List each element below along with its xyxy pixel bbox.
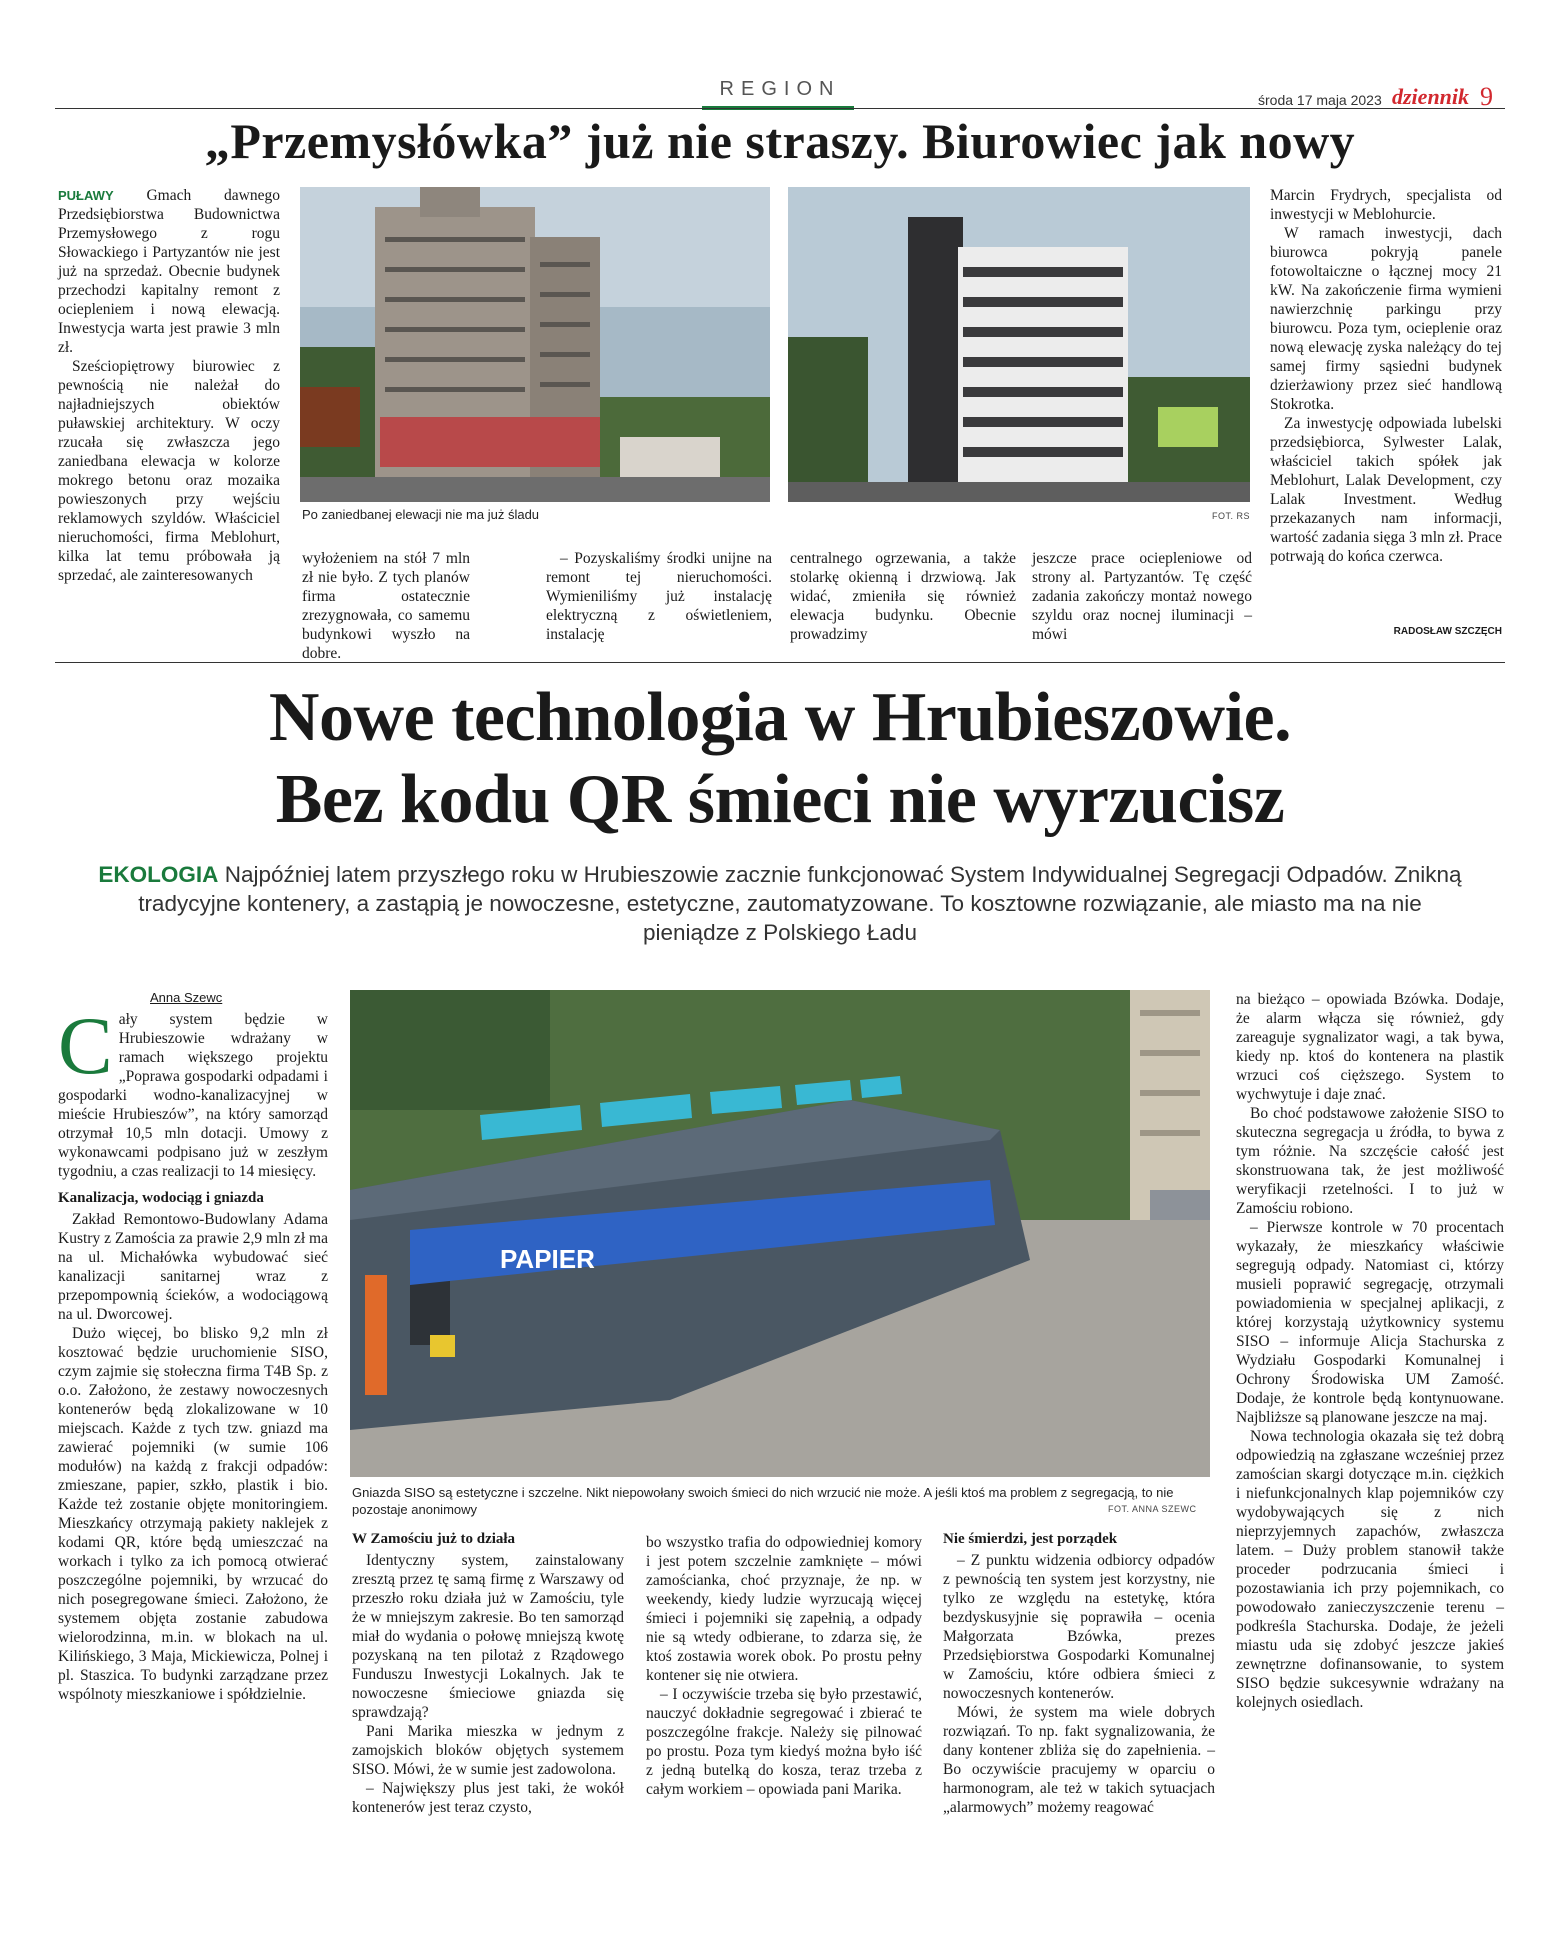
page-number: 9 bbox=[1480, 82, 1493, 111]
article2-paragraph: Bo choć podstawowe założenie SISO to skuteczna segregacja u źródła, to bywa z tym różnie. Na szczęście całość jest skonstruowana tak, że jest możliwość weryfikacji rzetelności. I to już w Zamościu robiono. bbox=[1236, 1105, 1504, 1217]
article2-author: Anna Szewc bbox=[150, 990, 223, 1005]
article1-paragraph: PUŁAWY Gmach dawnego Przedsiębiorstwa Budownictwa Przemysłowego z rogu Słowackiego i Partyzantów nie jest już na sprzedaż. Obecnie budynek przechodzi kapitalny remont z ociepleniem i nową elewacją. Inwestycja warta jest prawie 3 mln zł. bbox=[58, 187, 280, 356]
article2-paragraph: bo wszystko trafia do odpowiedniej komory i jest potem szczelnie zamknięte – mówi zamościanka, choć przyznaje, że np. w weekendy, kiedy ludzie wyrzucają więcej śmieci i pojemniki się zapełnią, a odpady nie są wtedy odbierane, to zdarza się, że ktoś zostawia worek obok. Po prostu pełny kontener się nie otwiera. bbox=[646, 1534, 922, 1684]
ekologia-tag: EKOLOGIA bbox=[98, 862, 219, 887]
article2-paragraph: – I oczywiście trzeba się było przestawić, nauczyć dokładnie segregować i zbierać te poszczególne frakcje. Należy się pilnować po prostu. Poza tym kiedyś można było iść z jedną butelką do kosza, teraz trzeba z całym workiem – opowiada pani Marika. bbox=[646, 1686, 922, 1798]
dropcap: C bbox=[58, 1000, 113, 1091]
article-divider bbox=[55, 662, 1505, 663]
papier-label: PAPIER bbox=[500, 1244, 595, 1274]
article2-paragraph: Pani Marika mieszka w jednym z zamojskich bloków objętych systemem SISO. Mówi, że w sumie jest zadowolona. bbox=[352, 1723, 624, 1778]
article2-paragraph: Nowa technologia okazała się też dobrą odpowiedzią na zgłaszane wcześniej przez zamościan skargi dotyczące m.in. ciężkich i niefunkcjonalnych klap pojemników czy wydobywających się z nich nieprzyjemnych zapachów, zwłaszcza latem. – Duży problem stanowił także proceder podrzucania śmieci i pozostawiania ich przy pojemnikach, co powodowało zanieczyszczenie terenu – podkreśla Stachurska. Dodaje, że jeżeli miastu uda się zdobyć jeszcze jakieś zewnętrzne dofinansowanie, to system SISO będzie sukcesywnie wdrażany na kolejnych osiedlach. bbox=[1236, 1428, 1504, 1711]
article2-paragraph: – Największy plus jest taki, że wokół kontenerów jest teraz czysto, bbox=[352, 1780, 624, 1816]
article1-paragraph: W ramach inwestycji, dach biurowca pokryją panele fotowoltaiczne o łącznej mocy 21 kW. Na zakończenie firma wymieni nawierzchnię parkingu przy biurowcu. Poza tym, ocieplenie oraz nową elewację zyska należący do tej samej firmy sąsiedni budynek dzierżawiony przez sieć handlową Stokrotka. bbox=[1270, 225, 1502, 413]
article2-column-3 bbox=[646, 1533, 922, 1799]
article2-paragraph: – Pierwsze kontrole w 70 procentach wykazały, że mieszkańcy właściwie segregują odpady. Natomiast ci, którzy musieli poprawić segregację, otrzymali powiadomienia w specjalnej aplikacji, z której korzystają użytkownicy systemu SISO – informuje Alicja Stachurska z Wydziału Gospodarki Komunalnej i Ochrony Środowiska UM Zamość. Dodaje, że kontrole będą kontynuowane. Najbliższe są planowane jeszcze na maj. bbox=[1236, 1219, 1504, 1426]
article2-paragraph: na bieżąco – opowiada Bzówka. Dodaje, że alarm włącza się również, gdy zareaguje sygnalizator wagi, a tak bywa, kiedy np. ktoś do kontenera na plastik wrzuci coś cięższego. System to wychwytuje i daje znać. bbox=[1236, 991, 1504, 1103]
header-date: środa 17 maja 2023 bbox=[1258, 92, 1382, 108]
article1-title: „Przemysłówka” już nie straszy. Biurowiec jak nowy bbox=[204, 113, 1356, 169]
article1-column-1 bbox=[58, 186, 280, 585]
article1-column-3 bbox=[546, 549, 772, 644]
photo-siso-containers bbox=[350, 990, 1210, 1477]
article1-column-5 bbox=[1032, 549, 1252, 644]
building-before-image bbox=[300, 187, 770, 502]
article2-title-line2: Bez kodu QR śmieci nie wyrzucisz bbox=[275, 761, 1285, 838]
article1-photo-caption: Po zaniedbanej elewacji nie ma już śladu bbox=[302, 507, 540, 522]
photo-building-after bbox=[788, 187, 1250, 502]
subheading-zamosc: W Zamościu już to działa bbox=[352, 1531, 516, 1547]
building-after-image bbox=[788, 187, 1250, 502]
section-label: REGION bbox=[719, 78, 841, 100]
article2-photo-caption: Gniazda SISO są estetyczne i szczelne. Nikt niepowołany swoich śmieci do nich wrzucić nie może. A jeśli ktoś ma problem z segregacją, to nie pozostaje anonimowy bbox=[352, 1485, 1174, 1517]
subheading-kanalizacja: Kanalizacja, wodociąg i gniazda bbox=[58, 1190, 264, 1206]
brand-logo: dziennik bbox=[1392, 84, 1470, 109]
article1-photo-credit: FOT. RS bbox=[1212, 511, 1251, 521]
article1-paragraph: wyłożeniem na stół 7 mln zł nie było. Z tych planów firma ostatecznie zrezygnowała, co samemu budynkowi wyszło na dobre. bbox=[302, 550, 470, 662]
article1-paragraph: jeszcze prace ociepleniowe od strony al. Partyzantów. Tę część zadania zakończy montaż nowego szyldu oraz nocnej iluminacji – mówi bbox=[1032, 550, 1252, 643]
article2-first-paragraph: C ały system będzie w Hrubieszowie wdrażany w ramach większego projektu „Poprawa gospodarki odpadami i gospodarki wodno-kanalizacyjnej w mieście Hrubieszów”, na który samorząd otrzymał 10,5 mln dotacji. Umowy z wykonawcami podpisano już w zeszłym tygodniu, a czas realizacji to 14 miesięcy. bbox=[58, 1000, 328, 1180]
article2-photo-credit: FOT. ANNA SZEWC bbox=[1108, 1504, 1197, 1514]
article1-column-6 bbox=[1270, 186, 1502, 566]
article2-paragraph: – Z punktu widzenia odbiorcy odpadów z pewnością ten system jest korzystny, nie tylko ze względu na estetykę, która bezdyskusyjnie się poprawiła – ocenia Małgorzata Bzówka, prezes Przedsiębiorstwa Gospodarki Komunalnej w Zamościu, które odbiera śmieci z nowoczesnych kontenerów. bbox=[943, 1552, 1215, 1702]
article1-paragraph: Za inwestycję odpowiada lubelski przedsiębiorca, Sylwester Lalak, właściciel takich spółek jak Meblohurt, Lalak Development, czy Lalak Investment. Według przekazanych nam informacji, wartość zadania sięga 3 mln zł. Prace potrwają do końca czerwca. bbox=[1270, 415, 1502, 565]
article1-paragraph: Marcin Frydrych, specjalista od inwestycji w Meblohurcie. bbox=[1270, 187, 1502, 223]
article2-title-line1: Nowe technologia w Hrubieszowie. bbox=[268, 679, 1292, 756]
article2-paragraph: Mówi, że system ma wiele dobrych rozwiązań. To np. fakt sygnalizowania, że dany kontener zbliża się do zapełnienia. – Bo oczywiście pracujemy w oparciu o harmonogram, ale też w takich sytuacjach „alarmowych” możemy reagować bbox=[943, 1704, 1215, 1816]
article2-column-1 bbox=[58, 1000, 328, 1704]
location-tag: PUŁAWY bbox=[58, 188, 114, 203]
article1-paragraph: – Pozyskaliśmy środki unijne na remont tej nieruchomości. Wymieniliśmy już instalację elektryczną z oświetleniem, instalację bbox=[546, 550, 772, 643]
article2-paragraph: Dużo więcej, bo blisko 9,2 mln zł kosztować będzie uruchomienie SISO, czym zajmie się stołeczna firma T4B Sp. z o.o. Założono, że zestawy nowoczesnych kontenerów będą zlokalizowane w 10 miejscach. Każde z tych tzw. gniazd ma zawierać pojemniki (w sumie 106 modułów) na każdą z frakcji odpadów: zmieszane, papier, szkło, plastik i bio. Każde też zostanie objęte monitoringiem. Mieszkańcy otrzymają pakiety naklejek z kodami QR, które będą umieszczać na workach i tylko za ich pomocą otwierać poszczególne pojemniki, by wrzucać do nich posegregowane śmieci. Założono, że systemem objęta zostanie zabudowa wielorodzinna, m.in. w blokach na ul. Kilińskiego, 3 Maja, Mickiewicza, Polnej i pl. Staszica. To budynki zarządzane przez wspólnoty mieszkaniowe i spółdzielnie. bbox=[58, 1325, 328, 1703]
article2-column-4 bbox=[943, 1530, 1215, 1817]
article1-column-4 bbox=[790, 549, 1016, 644]
subheading-porzadek: Nie śmierdzi, jest porządek bbox=[943, 1531, 1118, 1547]
article2-column-2 bbox=[352, 1530, 624, 1817]
article1-author: RADOSŁAW SZCZĘCH bbox=[1393, 626, 1502, 637]
article2-column-5 bbox=[1236, 990, 1504, 1712]
article2-paragraph: Identyczny system, zainstalowany zresztą przez tę samą firmę z Warszawy od przeszło roku działa już w Zamościu, tyle że w mniejszym zakresie. Bo ten samorząd miał do wydania o połowę mniejszą kwotę pozyskaną na ten pilotaż z Rządowego Funduszu Inwestycji Lokalnych. Jak te nowoczesne śmieciowe gniazda się sprawdzają? bbox=[352, 1552, 624, 1721]
article2-lead: EKOLOGIA Najpóźniej latem przyszłego roku w Hrubieszowie zacznie funkcjonować System Indywidualnej Segregacji Odpadów. Znikną tradycyjne kontenery, a zastąpią je nowoczesne, estetyczne, zautomatyzowane. To kosztowne rozwiązanie, ale miasto ma na nie pieniądze z Polskiego Ładu bbox=[98, 862, 1462, 945]
siso-containers-image bbox=[350, 990, 1210, 1477]
article2-paragraph: Zakład Remontowo-Budowlany Adama Kustry z Zamościa za prawie 2,9 mln zł ma na ul. Michałówka wybudować sieć kanalizacji sanitarnej wraz z przepompownią ścieków, a wodociągową na ul. Dworcowej. bbox=[58, 1211, 328, 1323]
article1-column-2 bbox=[302, 549, 470, 663]
photo-building-before bbox=[300, 187, 770, 502]
article1-paragraph: centralnego ogrzewania, a także stolarkę okienną i drzwiową. Jak widać, zmieniła się również elewacja budynku. Obecnie prowadzimy bbox=[790, 550, 1016, 643]
header-rule bbox=[55, 108, 1505, 109]
article1-paragraph: Sześciopiętrowy biurowiec z pewnością nie należał do najładniejszych obiektów puławskiej architektury. W oczy rzucała się zwłaszcza jego zaniedbana elewacja w kolorze mokrego betonu oraz mozaika powieszonych przy wejściu reklamowych szyldów. Właściciel nieruchomości, firma Meblohurt, kilka lat temu próbowała ją sprzedać, ale zainteresowanych bbox=[58, 358, 280, 584]
